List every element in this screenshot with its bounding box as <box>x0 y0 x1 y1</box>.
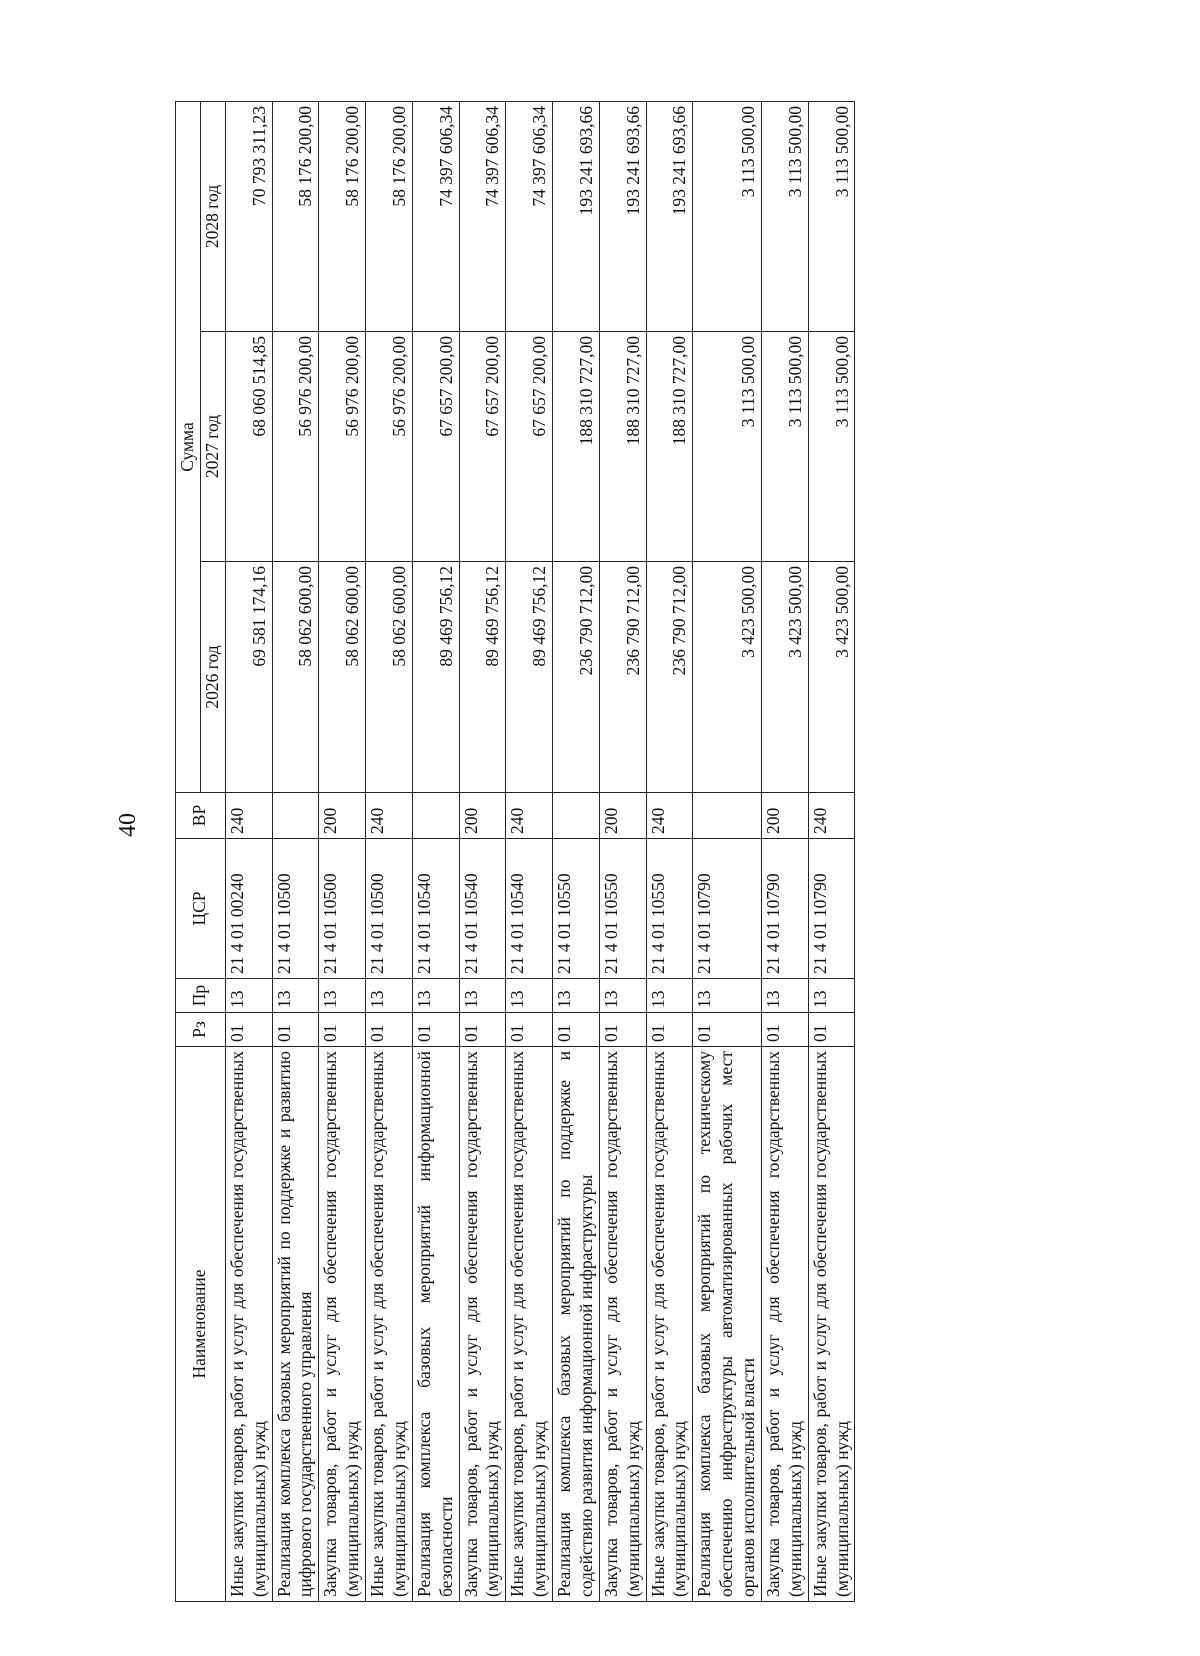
cell-csr: 21 4 01 10790 <box>693 839 762 979</box>
cell-2026: 3 423 500,00 <box>808 562 855 793</box>
cell-2027: 3 113 500,00 <box>808 332 855 562</box>
cell-vr: 240 <box>646 793 693 839</box>
cell-2026: 69 581 174,16 <box>225 562 272 793</box>
cell-name: Реализация комплекса базовых мероприятий по поддержке и развитию цифрового государственного управления <box>272 1047 319 1602</box>
cell-name: Иные закупки товаров, работ и услуг для обеспечения государственных (муниципальных) нужд <box>225 1047 272 1602</box>
table-header <box>176 101 226 1601</box>
cell-csr: 21 4 01 10550 <box>553 839 600 979</box>
cell-csr: 21 4 01 10500 <box>366 839 413 979</box>
table-row <box>225 101 272 1601</box>
cell-csr: 21 4 01 10540 <box>506 839 553 979</box>
cell-2028: 74 397 606,34 <box>459 101 506 331</box>
cell-vr: 200 <box>761 793 808 839</box>
cell-pr: 13 <box>761 979 808 1013</box>
cell-2026: 58 062 600,00 <box>272 562 319 793</box>
header-summa: Сумма <box>176 101 201 792</box>
cell-2027: 67 657 200,00 <box>506 332 553 562</box>
cell-2026: 58 062 600,00 <box>319 562 366 793</box>
cell-2028: 74 397 606,34 <box>506 101 553 331</box>
cell-name: Закупка товаров, работ и услуг для обеспечения государственных (муниципальных) нужд <box>599 1047 646 1602</box>
cell-pr: 13 <box>506 979 553 1013</box>
cell-csr: 21 4 01 10550 <box>646 839 693 979</box>
cell-2028: 74 397 606,34 <box>412 101 459 331</box>
cell-name: Реализация комплекса базовых мероприятий по техническому обеспечению инфраструктуры автоматизированных рабочих мест органов исполнительной власти <box>693 1047 762 1602</box>
cell-vr <box>693 793 762 839</box>
cell-2028: 3 113 500,00 <box>761 101 808 331</box>
cell-vr: 200 <box>459 793 506 839</box>
cell-name: Иные закупки товаров, работ и услуг для обеспечения государственных (муниципальных) нужд <box>506 1047 553 1602</box>
rotated-table-container <box>175 102 1035 1602</box>
cell-rz: 01 <box>272 1013 319 1047</box>
cell-vr: 240 <box>506 793 553 839</box>
cell-csr: 21 4 01 10500 <box>319 839 366 979</box>
cell-2027: 3 113 500,00 <box>761 332 808 562</box>
cell-name: Иные закупки товаров, работ и услуг для обеспечения государственных (муниципальных) нужд <box>366 1047 413 1602</box>
cell-name: Реализация комплекса базовых мероприятий информационной безопасности <box>412 1047 459 1602</box>
cell-2028: 58 176 200,00 <box>366 101 413 331</box>
cell-rz: 01 <box>506 1013 553 1047</box>
cell-2027: 188 310 727,00 <box>553 332 600 562</box>
header-year-2028: 2028 год <box>200 101 225 331</box>
cell-2026: 236 790 712,00 <box>553 562 600 793</box>
cell-2026: 3 423 500,00 <box>693 562 762 793</box>
cell-pr: 13 <box>693 979 762 1013</box>
cell-rz: 01 <box>693 1013 762 1047</box>
cell-2027: 56 976 200,00 <box>319 332 366 562</box>
cell-csr: 21 4 01 10550 <box>599 839 646 979</box>
table-row <box>412 101 459 1601</box>
table-row <box>506 101 553 1601</box>
cell-name: Закупка товаров, работ и услуг для обеспечения государственных (муниципальных) нужд <box>319 1047 366 1602</box>
cell-name: Закупка товаров, работ и услуг для обеспечения государственных (муниципальных) нужд <box>459 1047 506 1602</box>
cell-pr: 13 <box>366 979 413 1013</box>
table-body <box>225 101 855 1601</box>
cell-name: Реализация комплекса базовых мероприятий по поддержке и содействию развития информационной инфраструктуры <box>553 1047 600 1602</box>
cell-2026: 236 790 712,00 <box>599 562 646 793</box>
page-number: 40 <box>114 813 141 837</box>
table-row <box>761 101 808 1601</box>
cell-2027: 188 310 727,00 <box>599 332 646 562</box>
cell-2027: 67 657 200,00 <box>459 332 506 562</box>
cell-vr <box>412 793 459 839</box>
budget-table <box>175 101 855 1602</box>
cell-name: Иные закупки товаров, работ и услуг для обеспечения государственных (муниципальных) нужд <box>646 1047 693 1602</box>
header-year-2026: 2026 год <box>200 562 225 793</box>
header-year-2027: 2027 год <box>200 332 225 562</box>
cell-rz: 01 <box>459 1013 506 1047</box>
cell-pr: 13 <box>599 979 646 1013</box>
table-row <box>459 101 506 1601</box>
cell-csr: 21 4 01 00240 <box>225 839 272 979</box>
table-row <box>319 101 366 1601</box>
cell-2028: 58 176 200,00 <box>272 101 319 331</box>
cell-2028: 193 241 693,66 <box>646 101 693 331</box>
cell-2028: 3 113 500,00 <box>693 101 762 331</box>
table-row <box>599 101 646 1601</box>
cell-vr: 240 <box>808 793 855 839</box>
cell-2026: 89 469 756,12 <box>506 562 553 793</box>
cell-rz: 01 <box>553 1013 600 1047</box>
cell-2028: 70 793 311,23 <box>225 101 272 331</box>
cell-rz: 01 <box>225 1013 272 1047</box>
cell-2027: 3 113 500,00 <box>693 332 762 562</box>
cell-vr: 240 <box>366 793 413 839</box>
header-vr: ВР <box>176 793 226 839</box>
header-name: Наименование <box>176 1047 226 1602</box>
cell-csr: 21 4 01 10790 <box>761 839 808 979</box>
cell-2026: 58 062 600,00 <box>366 562 413 793</box>
table-row <box>693 101 762 1601</box>
cell-pr: 13 <box>319 979 366 1013</box>
table-row <box>808 101 855 1601</box>
cell-vr <box>272 793 319 839</box>
cell-2028: 58 176 200,00 <box>319 101 366 331</box>
cell-pr: 13 <box>553 979 600 1013</box>
cell-2026: 3 423 500,00 <box>761 562 808 793</box>
cell-name: Иные закупки товаров, работ и услуг для обеспечения государственных (муниципальных) нужд <box>808 1047 855 1602</box>
cell-vr: 240 <box>225 793 272 839</box>
cell-rz: 01 <box>646 1013 693 1047</box>
cell-2026: 236 790 712,00 <box>646 562 693 793</box>
cell-csr: 21 4 01 10540 <box>459 839 506 979</box>
cell-2027: 188 310 727,00 <box>646 332 693 562</box>
cell-2028: 3 113 500,00 <box>808 101 855 331</box>
cell-pr: 13 <box>412 979 459 1013</box>
cell-2028: 193 241 693,66 <box>553 101 600 331</box>
cell-2027: 56 976 200,00 <box>272 332 319 562</box>
cell-csr: 21 4 01 10790 <box>808 839 855 979</box>
cell-pr: 13 <box>225 979 272 1013</box>
cell-rz: 01 <box>599 1013 646 1047</box>
cell-2026: 89 469 756,12 <box>459 562 506 793</box>
cell-2027: 56 976 200,00 <box>366 332 413 562</box>
cell-pr: 13 <box>646 979 693 1013</box>
header-csr: ЦСР <box>176 839 226 979</box>
cell-vr <box>553 793 600 839</box>
cell-rz: 01 <box>319 1013 366 1047</box>
header-pr: Пр <box>176 979 226 1013</box>
table-row <box>366 101 413 1601</box>
header-rz: Рз <box>176 1013 226 1047</box>
cell-pr: 13 <box>808 979 855 1013</box>
table-row <box>553 101 600 1601</box>
cell-rz: 01 <box>366 1013 413 1047</box>
cell-vr: 200 <box>319 793 366 839</box>
cell-2027: 68 060 514,85 <box>225 332 272 562</box>
cell-csr: 21 4 01 10540 <box>412 839 459 979</box>
table-row <box>646 101 693 1601</box>
cell-csr: 21 4 01 10500 <box>272 839 319 979</box>
cell-name: Закупка товаров, работ и услуг для обеспечения государственных (муниципальных) нужд <box>761 1047 808 1602</box>
cell-pr: 13 <box>459 979 506 1013</box>
cell-2027: 67 657 200,00 <box>412 332 459 562</box>
cell-pr: 13 <box>272 979 319 1013</box>
cell-rz: 01 <box>808 1013 855 1047</box>
cell-rz: 01 <box>761 1013 808 1047</box>
cell-2028: 193 241 693,66 <box>599 101 646 331</box>
table-row <box>272 101 319 1601</box>
cell-2026: 89 469 756,12 <box>412 562 459 793</box>
cell-vr: 200 <box>599 793 646 839</box>
cell-rz: 01 <box>412 1013 459 1047</box>
